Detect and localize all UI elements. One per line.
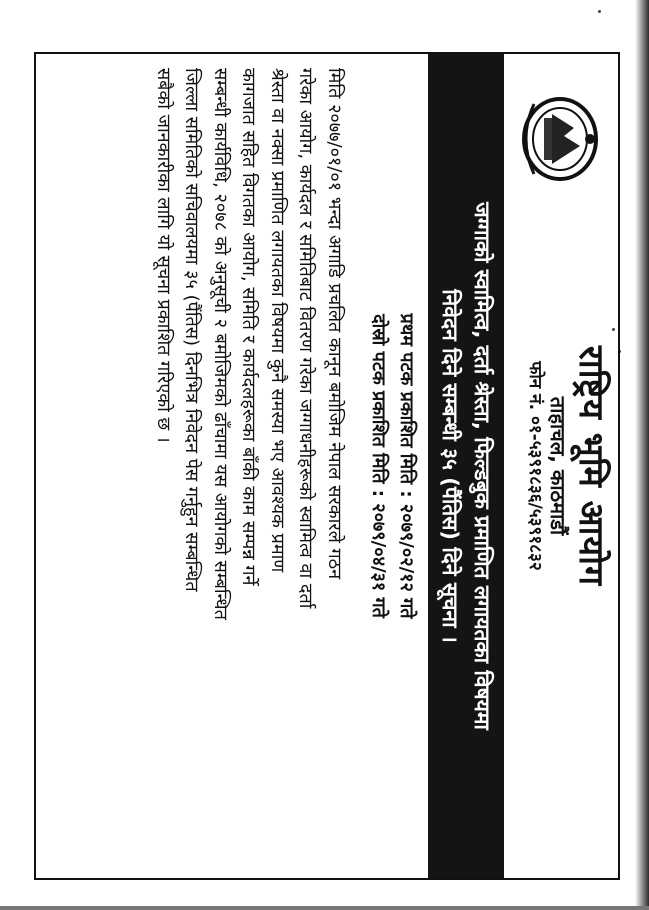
banner-line: निवेदन दिने सम्बन्धी ३५ (पैंतिस) दिने सूचना । [438,289,462,643]
body-line: कागजात सहित विगतका आयोग, समिति र कार्यदलहरूका बाँकी काम सम्पन्न गर्ने [238,68,260,586]
body-line: श्रेस्ता वा नक्सा प्रमाणित लगायतका विषयमा कुनै समस्या भए आवश्यक प्रमाण [267,68,288,573]
notice-headline-banner [428,54,504,878]
notice-body [149,68,349,866]
notice-rotated-panel [36,54,618,878]
banner-line: जग्गाको स्वामित्व, दर्ता श्रेस्ता, फिल्डबुक प्रमाणित लगायतका विषयमा [470,202,494,730]
body-line: जिल्ला समितिको सचिवालयमा ३५ (पैंतिस) दिनभित्र निवेदन पेस गर्नुहुन सम्बन्धित [181,68,203,592]
body-line: सबैको जानकारीका लागि यो सूचना प्रकाशित गरिएको छ । [153,68,174,443]
scan-bottom-edge [0,906,649,910]
notice-header [522,54,618,878]
second-publication-date: दोस्रो पटक प्रकाशित मिति : २०७९/०४/३१ गते [368,314,389,618]
publication-dates [364,54,420,878]
scan-speck [598,10,601,13]
organization-title: राष्ट्रिय भूमि आयोग [571,345,611,587]
notice-content [36,54,618,878]
body-line: गरेका आयोग, कार्यदल र समितिबाट वितरण गरेका जग्गाधनीहरूको स्वामित्व वा दर्ता [295,68,317,609]
body-line: सम्बन्धी कार्यविधि, २०७८ को अनुसूची २ बमोजिमको ढाँचामा यस आयोगको सम्बन्धित [210,68,231,620]
scan-edge-shadow [635,0,649,910]
body-line: मिति २०७७/०१/०१ भन्दा अगाडि प्रचलित कानून बमोजिम नेपाल सरकारले गठन [324,68,345,580]
organization-address: ताहाचल, काठमाडौं [546,396,570,536]
organization-phone: फोन नं. ०१-५३९१८३६/५३९१८३२ [525,361,545,571]
first-publication-date: प्रथम पटक प्रकाशित मिति : २०७९/०२/१२ गते [396,313,417,619]
